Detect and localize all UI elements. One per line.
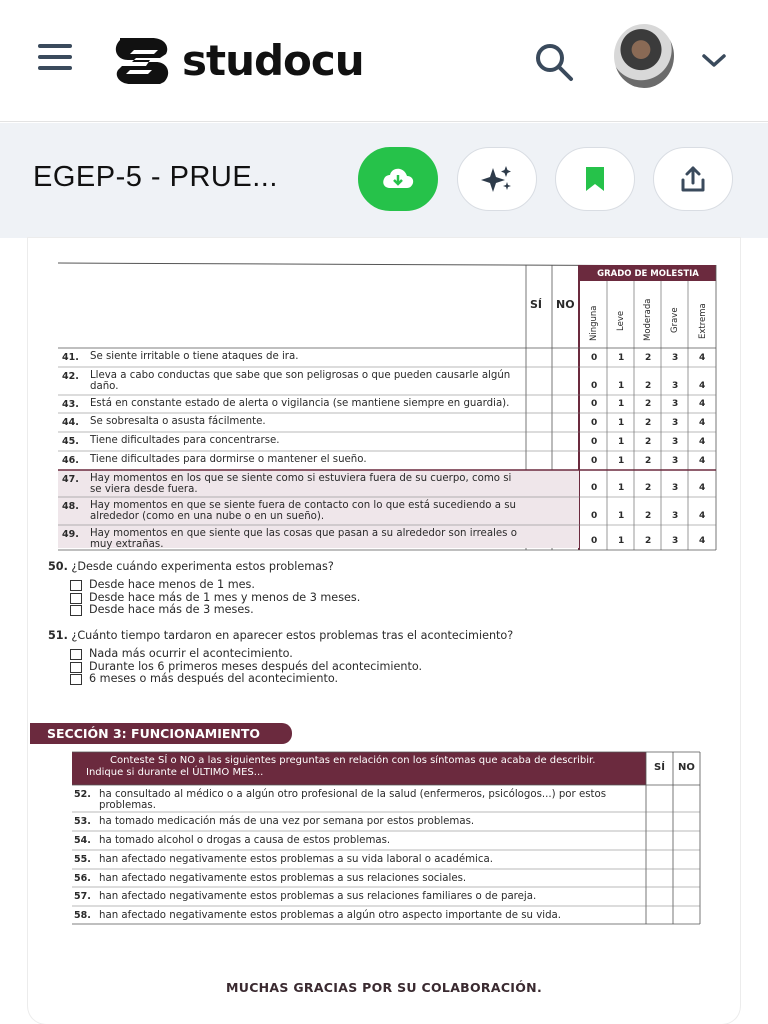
scale-option[interactable]: 0 <box>591 483 598 493</box>
no-box[interactable] <box>673 888 700 906</box>
thanks-footer: MUCHAS GRACIAS POR SU COLABORACIÓN. <box>226 980 542 995</box>
q51-option-3[interactable] <box>70 672 338 685</box>
item-text: ha consultado al médico o a algún otro profesional de la salud (enfermeros, psicólogos...) por estos problemas. <box>99 789 607 811</box>
no-box[interactable] <box>552 368 579 395</box>
item-text: Hay momentos en los que se siente como si estuviera fuera de su cuerpo, como si se viera desde fuera. <box>90 473 512 495</box>
si-box[interactable] <box>526 526 552 550</box>
scale-option[interactable]: 1 <box>618 353 625 363</box>
no-box[interactable] <box>673 851 700 869</box>
no-box[interactable] <box>673 813 700 831</box>
symptom-row <box>58 368 716 395</box>
scale-option[interactable]: 4 <box>699 353 706 363</box>
item-number: 52. <box>74 789 91 800</box>
item-text: han afectado negativamente estos problemas a algún otro aspecto importante de su vida. <box>99 910 562 921</box>
no-box[interactable] <box>552 414 579 432</box>
q51-num: 51. <box>48 629 68 642</box>
no-box[interactable] <box>552 471 579 497</box>
no-box[interactable] <box>552 396 579 413</box>
scale-option[interactable]: 3 <box>672 353 679 363</box>
scale-option[interactable]: 3 <box>672 511 679 521</box>
scale-option[interactable]: 0 <box>591 353 598 363</box>
item-text: ha tomado medicación más de una vez por semana por estos problemas. <box>99 816 475 827</box>
option-label: Desde hace menos de 1 mes. <box>89 578 255 591</box>
scale-option[interactable]: 2 <box>645 536 652 546</box>
no-box[interactable] <box>673 786 700 812</box>
q50-text: ¿Desde cuándo experimenta estos problemas? <box>71 560 334 573</box>
bookmark-icon <box>583 165 607 193</box>
scale-option[interactable]: 2 <box>645 437 652 447</box>
functioning-row <box>72 870 700 887</box>
scale-option[interactable]: 1 <box>618 483 625 493</box>
si-box[interactable] <box>526 368 552 395</box>
si-box[interactable] <box>646 907 673 924</box>
item-number: 45. <box>62 436 79 447</box>
scale-option[interactable]: 0 <box>591 381 598 391</box>
option-label: Desde hace más de 1 mes y menos de 3 meses. <box>89 591 361 604</box>
item-number: 49. <box>62 529 79 540</box>
section3-instruction-a: Conteste SÍ o NO a las siguientes preguntas en relación con los síntomas que acaba de describir. <box>110 755 596 766</box>
scale-option[interactable]: 3 <box>672 399 679 409</box>
item-number: 58. <box>74 910 91 921</box>
symptom-row <box>58 396 716 413</box>
item-number: 44. <box>62 417 79 428</box>
section-3-title: SECCIÓN 3: FUNCIONAMIENTO <box>30 723 292 744</box>
no-box[interactable] <box>552 433 579 451</box>
scale-option[interactable]: 4 <box>699 536 706 546</box>
checkbox[interactable] <box>70 605 82 616</box>
share-button[interactable] <box>653 147 733 211</box>
scale-option[interactable]: 4 <box>699 381 706 391</box>
question-51 <box>48 629 513 642</box>
scale-option[interactable]: 4 <box>699 418 706 428</box>
scale-option[interactable]: 4 <box>699 511 706 521</box>
scale-option[interactable]: 3 <box>672 456 679 466</box>
col-no: NO <box>556 298 575 311</box>
si-box[interactable] <box>646 786 673 812</box>
symptom-row <box>58 498 716 525</box>
scale-option[interactable]: 1 <box>618 437 625 447</box>
si-box[interactable] <box>646 888 673 906</box>
document-content: GRADO DE MOLESTIA SÍ NO Ninguna Leve Moderada Grave Extrema 41. Se siente irritable o tiene ataques de ira. 0 1 2 3 4 42. Lleva a cabo conductas que sabe que son peligrosas o que pueden causarle algún daño. 0 1 2 3 4 43. Está en constante estado de alerta o vigilancia (se mantiene siempre en guardia). 0 1 2 3 4 44. Se sobresalta o asusta fácilmente. 0 1 2 3 4 45. Tiene dificultades para concentrarse. 0 1 2 3 4 46. Tiene dificultades para dormirse o mantener el sueño. 0 1 2 3 4 47. Hay momentos en los que se siente como si estuviera fuera de su cuerpo, como si se viera desde fuera. 0 1 2 3 4 48. Hay momentos en que se siente fuera de contacto con lo que está sucediendo a su alrededor (como en una nube o en un sueño). 0 1 2 3 4 49. Hay momentos en que siente que las cosas que pasan a su alrededor son irreales o muy extrañas. 0 1 2 3 4 50. ¿Desde cuándo experimenta estos problemas? Desde hace menos de 1 mes. Desde hace más de 1 mes y menos de 3 meses. Desde hace más de 3 meses. 51. ¿Cuánto tiempo tardaron en aparecer estos problemas tras el acontecimiento? Nada más ocurrir el acontecimiento. Durante los 6 primeros meses después del acontecimiento. 6 meses o más después del acontecimiento. SECCIÓN 3: FUNCIONAMIENTO Conteste SÍ o NO a las siguientes preguntas en relación con los síntomas que acaba de describir. Indique si durante el ÚLTIMO MES... SÍ NO 52. ha consultado al médico o a algún otro profesional de la salud (enfermeros, psicólogos...) por estos problemas. 53. ha tomado medicación más de una vez por semana por estos problemas. 54. ha tomado alcohol o drogas a causa de estos problemas. 55. han afectado negativamente estos problemas a su vida laboral o académica. 56. han afectado negativamente estos problemas a sus relaciones sociales. 57. han afectado negativamente estos problemas a sus relaciones familiares o de pareja. 58. han afectado negativamente estos problemas a algún otro aspecto importante de su vida. MUCHAS GRACIAS POR SU COLABORACIÓN. <box>28 238 740 1024</box>
scale-option[interactable]: 3 <box>672 536 679 546</box>
scale-option[interactable]: 4 <box>699 437 706 447</box>
scale-option[interactable]: 0 <box>591 418 598 428</box>
scale-option[interactable]: 0 <box>591 456 598 466</box>
si-box[interactable] <box>646 870 673 887</box>
item-number: 56. <box>74 873 91 884</box>
si-box[interactable] <box>646 813 673 831</box>
functioning-row <box>72 851 700 869</box>
scale-option[interactable]: 2 <box>645 418 652 428</box>
col-si: SÍ <box>530 298 543 311</box>
q50-option-3[interactable] <box>70 603 254 616</box>
item-number: 43. <box>62 399 79 410</box>
si-box[interactable] <box>526 414 552 432</box>
scale-option[interactable]: 4 <box>699 399 706 409</box>
section3-col-si: SÍ <box>654 762 665 773</box>
option-label: 6 meses o más después del acontecimiento. <box>89 672 339 685</box>
q50-option-1[interactable] <box>70 578 255 591</box>
scale-option[interactable]: 0 <box>591 399 598 409</box>
scale-option[interactable]: 1 <box>618 511 625 521</box>
symptom-row <box>58 471 716 497</box>
scale-option[interactable]: 3 <box>672 418 679 428</box>
symptom-row <box>58 452 716 470</box>
chevron-down-icon[interactable] <box>700 48 728 72</box>
checkbox[interactable] <box>70 649 82 660</box>
scale-option[interactable]: 2 <box>645 381 652 391</box>
no-box[interactable] <box>673 870 700 887</box>
share-icon <box>678 164 708 194</box>
logo-wordmark: studocu <box>182 35 364 85</box>
item-text: Tiene dificultades para concentrarse. <box>90 435 280 446</box>
sparkles-icon <box>479 164 515 194</box>
scale-option[interactable]: 2 <box>645 483 652 493</box>
item-number: 48. <box>62 501 79 512</box>
item-number: 55. <box>74 854 91 865</box>
si-box[interactable] <box>526 452 552 470</box>
no-box[interactable] <box>552 452 579 470</box>
item-text: Tiene dificultades para dormirse o mantener el sueño. <box>90 454 367 465</box>
checkbox[interactable] <box>70 580 82 591</box>
item-text: han afectado negativamente estos problemas a sus relaciones sociales. <box>99 873 467 884</box>
grado-header: GRADO DE MOLESTIA <box>597 269 699 279</box>
si-box[interactable] <box>526 498 552 525</box>
item-number: 57. <box>74 891 91 902</box>
scale-option[interactable]: 4 <box>699 483 706 493</box>
item-text: han afectado negativamente estos problemas a su vida laboral o académica. <box>99 854 493 865</box>
symptom-row <box>58 526 716 550</box>
question-50 <box>48 560 334 573</box>
item-text: Está en constante estado de alerta o vigilancia (se mantiene siempre en guardia). <box>90 398 510 409</box>
si-box[interactable] <box>646 851 673 869</box>
symptom-row <box>58 349 716 367</box>
option-label: Desde hace más de 3 meses. <box>89 603 254 616</box>
scale-option[interactable]: 1 <box>618 456 625 466</box>
functioning-row <box>72 786 700 812</box>
section3-instruction-b: Indique si durante el ÚLTIMO MES... <box>86 767 264 778</box>
item-number: 41. <box>62 352 79 363</box>
ai-assistant-button[interactable] <box>457 147 537 211</box>
checkbox[interactable] <box>70 593 82 604</box>
si-box[interactable] <box>526 471 552 497</box>
scale-option[interactable]: 0 <box>591 536 598 546</box>
symptom-row <box>58 414 716 432</box>
item-number: 47. <box>62 474 79 485</box>
no-box[interactable] <box>673 907 700 924</box>
functioning-row <box>72 907 700 924</box>
item-number: 42. <box>62 371 79 382</box>
scale-option[interactable]: 2 <box>645 399 652 409</box>
si-box[interactable] <box>526 349 552 367</box>
q51-text: ¿Cuánto tiempo tardaron en aparecer estos problemas tras el acontecimiento? <box>71 629 514 642</box>
item-number: 53. <box>74 816 91 827</box>
item-text: Se siente irritable o tiene ataques de ira. <box>90 351 299 362</box>
studocu-logo[interactable] <box>112 32 364 88</box>
functioning-row <box>72 832 700 850</box>
scale-option[interactable]: 0 <box>591 437 598 447</box>
item-text: Lleva a cabo conductas que sabe que son peligrosas o que pueden causarle algún daño. <box>90 370 511 392</box>
symptom-row <box>58 433 716 451</box>
document-page[interactable] <box>28 238 740 1024</box>
checkbox[interactable] <box>70 662 82 673</box>
scale-option[interactable]: 0 <box>591 511 598 521</box>
scale-option[interactable]: 2 <box>645 511 652 521</box>
si-box[interactable] <box>526 433 552 451</box>
scale-option[interactable]: 1 <box>618 418 625 428</box>
scale-option[interactable]: 1 <box>618 399 625 409</box>
item-text: Se sobresalta o asusta fácilmente. <box>90 416 266 427</box>
option-label: Nada más ocurrir el acontecimiento. <box>89 647 293 660</box>
search-icon[interactable] <box>532 40 576 84</box>
scale-option[interactable]: 4 <box>699 456 706 466</box>
no-box[interactable] <box>673 832 700 850</box>
item-text: han afectado negativamente estos problemas a sus relaciones familiares o de pareja. <box>99 891 537 902</box>
functioning-row <box>72 888 700 906</box>
scale-option[interactable]: 1 <box>618 381 625 391</box>
scale-option[interactable]: 1 <box>618 536 625 546</box>
si-box[interactable] <box>526 396 552 413</box>
q50-num: 50. <box>48 560 68 573</box>
top-header <box>0 0 768 122</box>
checkbox[interactable] <box>70 674 82 685</box>
scale-option[interactable]: 2 <box>645 456 652 466</box>
studocu-logo-mark-icon <box>112 34 174 86</box>
q51-option-1[interactable] <box>70 647 293 660</box>
item-text: ha tomado alcohol o drogas a causa de estos problemas. <box>99 835 391 846</box>
no-box[interactable] <box>552 498 579 525</box>
item-text: Hay momentos en que siente que las cosas que pasan a su alrededor son irreales o muy extrañas. <box>90 528 517 550</box>
item-number: 46. <box>62 455 79 466</box>
option-label: Durante los 6 primeros meses después del acontecimiento. <box>89 660 423 673</box>
functioning-row <box>72 813 700 831</box>
download-button[interactable] <box>358 147 438 211</box>
section3-col-no: NO <box>678 762 695 773</box>
bookmark-button[interactable] <box>555 147 635 211</box>
no-box[interactable] <box>552 526 579 550</box>
scale-option[interactable]: 3 <box>672 437 679 447</box>
no-box[interactable] <box>552 349 579 367</box>
user-avatar[interactable] <box>614 24 674 88</box>
scale-option[interactable]: 2 <box>645 353 652 363</box>
si-box[interactable] <box>646 832 673 850</box>
hamburger-menu-icon[interactable] <box>38 44 76 76</box>
item-number: 54. <box>74 835 91 846</box>
scale-option[interactable]: 3 <box>672 381 679 391</box>
cloud-download-icon <box>381 166 415 192</box>
document-title: EGEP-5 - PRUE... <box>33 161 278 193</box>
scale-option[interactable]: 3 <box>672 483 679 493</box>
item-text: Hay momentos en que se siente fuera de contacto con lo que está sucediendo a su alrededor (como en una nube o en un sueño). <box>90 500 517 522</box>
